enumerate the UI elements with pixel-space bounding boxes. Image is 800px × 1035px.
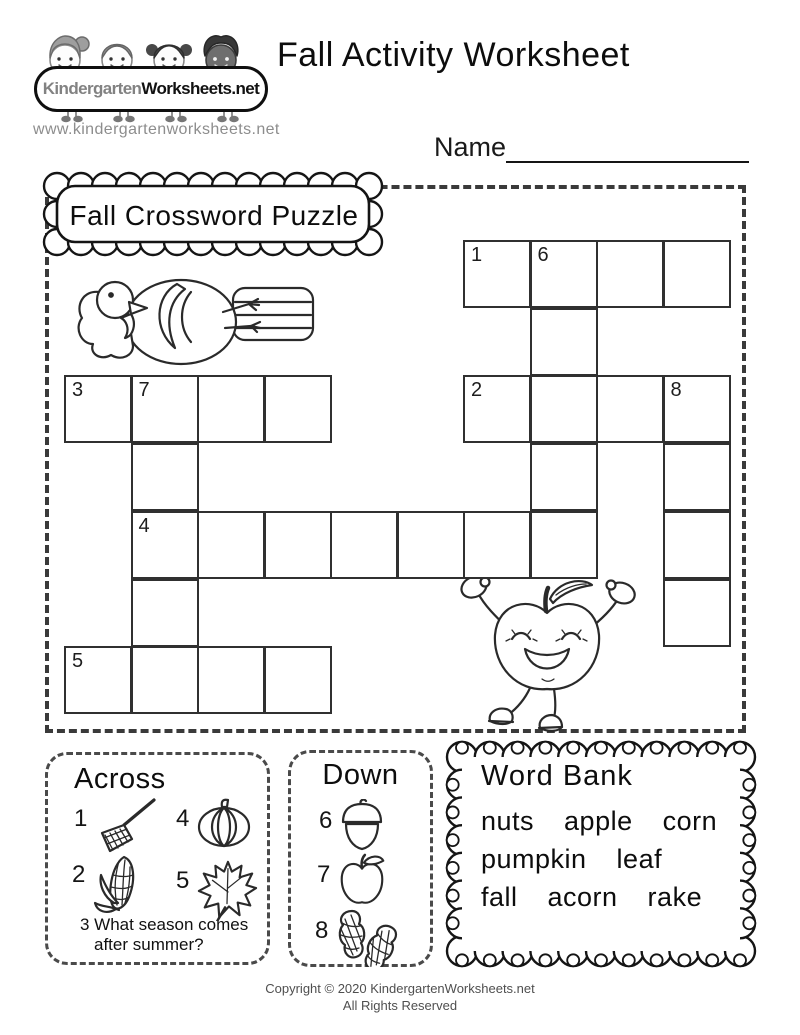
acorn-icon: [339, 799, 385, 851]
name-input-line[interactable]: [506, 133, 749, 163]
logo-banner: [34, 66, 268, 112]
crossword-cell[interactable]: [663, 240, 731, 308]
crossword-cell[interactable]: [264, 511, 332, 579]
word-bank-row: fall acorn rake: [481, 882, 703, 912]
crossword-cell[interactable]: [64, 375, 132, 443]
clue-number: 2: [72, 861, 86, 888]
pumpkin-icon: [196, 797, 252, 849]
crossword-cell[interactable]: [397, 511, 465, 579]
crossword-cell[interactable]: [463, 375, 531, 443]
logo-brand-black: Worksheets.net: [141, 79, 260, 98]
cell-number: 1: [471, 244, 483, 266]
footer-copyright: Copyright © 2020 KindergartenWorksheets.net: [265, 981, 535, 996]
corn-icon: [92, 853, 144, 915]
clue-item: [72, 853, 144, 915]
cell-number: 6: [537, 244, 549, 266]
apple-icon: [337, 853, 387, 909]
word-bank-row: pumpkin leaf: [481, 844, 663, 874]
crossword-cell[interactable]: [131, 646, 199, 714]
crossword-cell[interactable]: [197, 375, 265, 443]
clue-number: 7: [317, 861, 331, 888]
clue-number: 4: [176, 805, 190, 832]
crossword-cell[interactable]: [663, 579, 731, 647]
cell-number: 5: [72, 650, 84, 673]
across-title: Across: [74, 763, 166, 795]
cell-number: 7: [138, 379, 150, 402]
crossword-cell[interactable]: [131, 511, 199, 579]
crossword-cell[interactable]: [131, 375, 199, 443]
footer-rights: All Rights Reserved: [342, 998, 458, 1013]
crossword-cell[interactable]: [596, 240, 664, 308]
crossword-cell[interactable]: [596, 375, 664, 443]
crossword-cell[interactable]: [197, 511, 265, 579]
page-title: Fall Activity Worksheet: [277, 36, 630, 74]
crossword-cell[interactable]: [131, 579, 199, 647]
rake-broom-icon: [94, 797, 156, 853]
down-title: Down: [322, 759, 399, 791]
cell-number: 2: [471, 379, 483, 402]
word-bank-box: [445, 740, 757, 968]
crossword-cell[interactable]: [530, 511, 598, 579]
name-label: Name: [434, 132, 507, 162]
clue-number: 5: [176, 867, 190, 894]
crossword-cell[interactable]: [64, 646, 132, 714]
crossword-cell[interactable]: [197, 646, 265, 714]
clue-line: 3 What season comes: [80, 915, 249, 934]
down-clues-box: [288, 750, 433, 967]
word-bank-title: Word Bank: [481, 760, 633, 792]
clue-item: [319, 799, 385, 851]
logo-url: www.kindergartenworksheets.net: [33, 121, 280, 138]
crossword-cell[interactable]: [663, 443, 731, 511]
crossword-cell[interactable]: [264, 646, 332, 714]
clue-item: [176, 797, 252, 849]
puzzle-title: Fall Crossword Puzzle: [69, 200, 359, 231]
crossword-grid: [45, 185, 746, 733]
kids-feet-icon: [50, 110, 250, 126]
cell-number: 8: [670, 379, 682, 402]
clue-item: [176, 859, 258, 921]
across-clues-box: [45, 752, 270, 965]
crossword-cell[interactable]: [463, 240, 531, 308]
crossword-cell[interactable]: [663, 375, 731, 443]
clue-item: [74, 797, 156, 853]
crossword-cell[interactable]: [530, 308, 598, 376]
crossword-cell[interactable]: [530, 443, 598, 511]
crossword-cell[interactable]: [530, 375, 598, 443]
crossword-cell[interactable]: [663, 511, 731, 579]
clue-number: 1: [74, 805, 88, 832]
crossword-cell[interactable]: [264, 375, 332, 443]
logo-brand-gray: Kindergarten: [42, 79, 142, 98]
clue-line: after summer?: [94, 935, 204, 954]
crossword-cell[interactable]: [131, 443, 199, 511]
cell-number: 3: [72, 379, 84, 402]
word-bank-row: nuts apple corn: [481, 806, 718, 836]
peanuts-icon: [335, 909, 403, 967]
crossword-cell[interactable]: [330, 511, 398, 579]
maple-leaf-icon: [196, 859, 258, 921]
cell-number: 4: [138, 514, 150, 537]
footer: [0, 980, 800, 1014]
crossword-cell[interactable]: [530, 240, 598, 308]
clue-item: [317, 853, 387, 909]
across-text-clue: [80, 915, 248, 955]
clue-number: 6: [319, 807, 333, 834]
name-row: [434, 132, 749, 163]
word-bank-content: [481, 760, 717, 916]
clue-item: [315, 909, 403, 967]
clue-number: 8: [315, 917, 329, 944]
crossword-cell[interactable]: [463, 511, 531, 579]
